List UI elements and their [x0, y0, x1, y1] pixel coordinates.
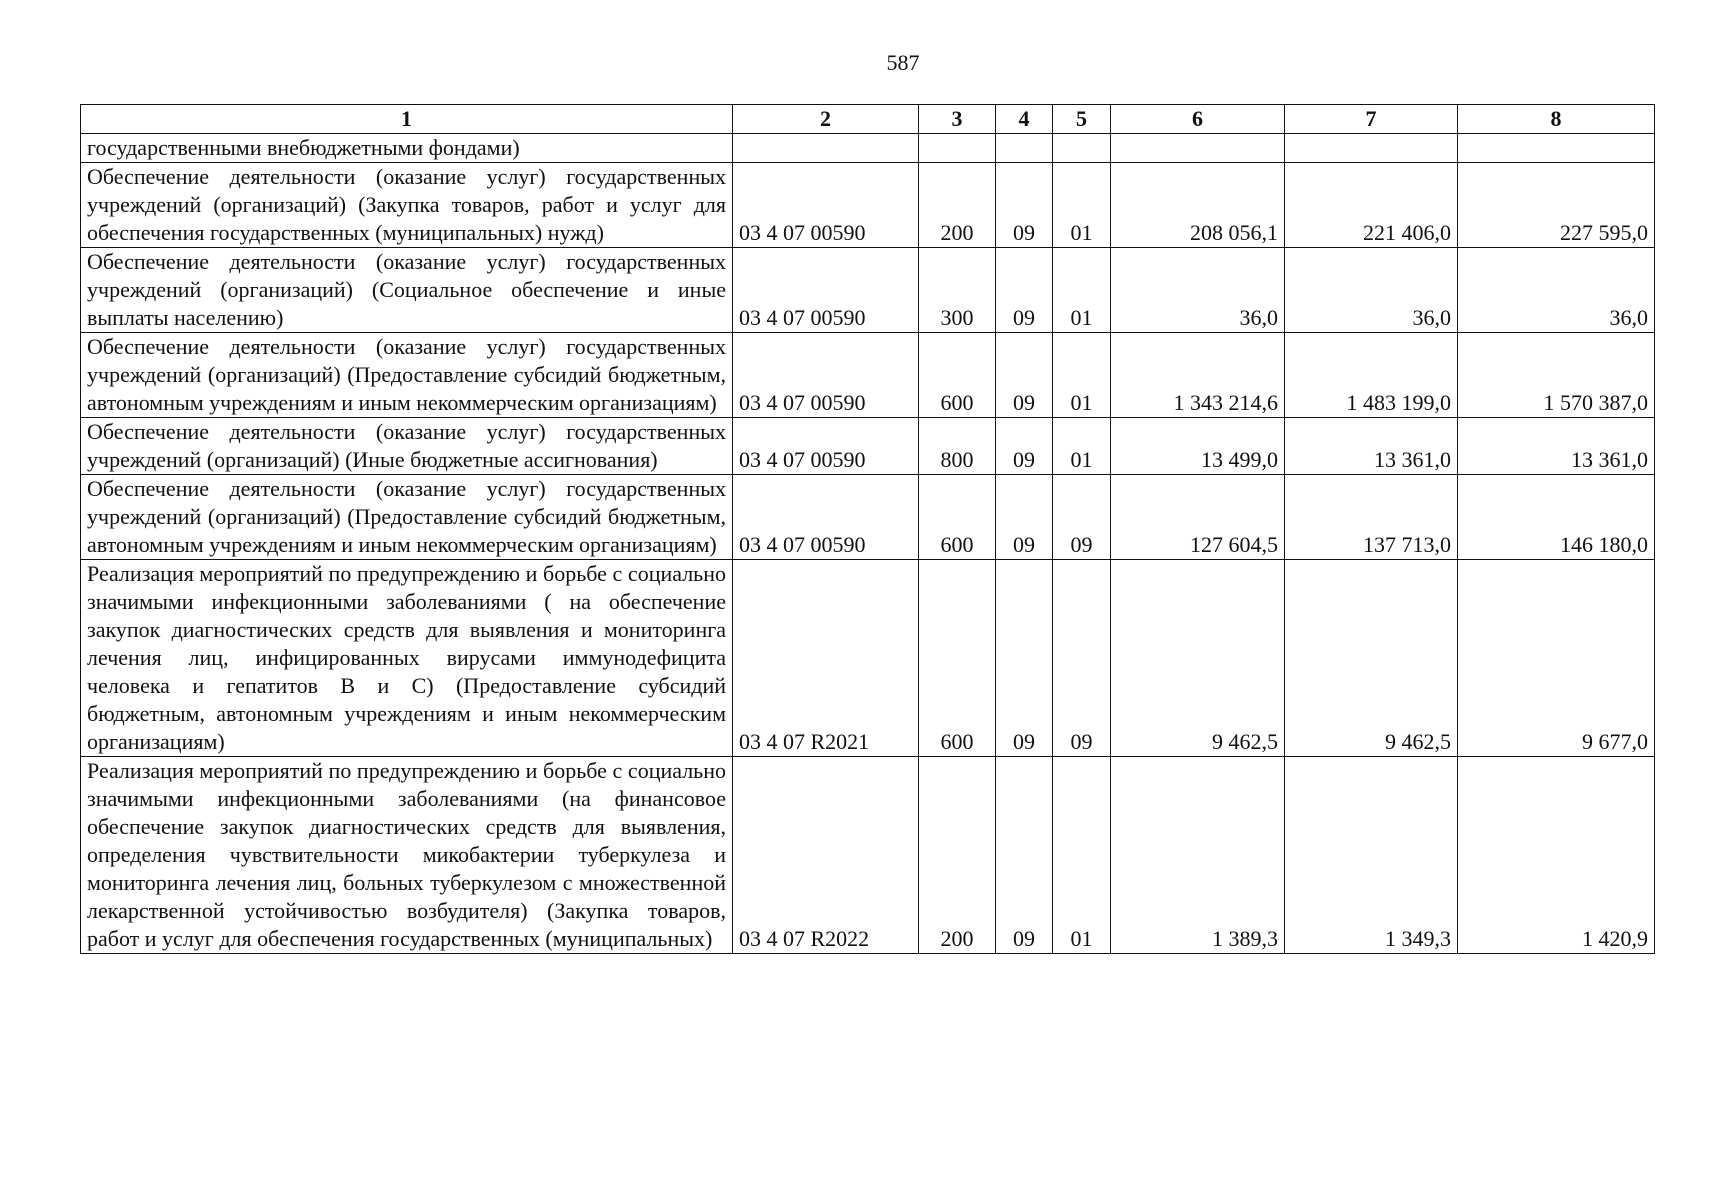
row-subsection	[1053, 134, 1111, 163]
table-row	[81, 475, 1655, 560]
budget-table	[80, 104, 1655, 954]
table-row	[81, 418, 1655, 475]
row-amount-year-3: 146 180,0	[1458, 475, 1655, 560]
row-section: 09	[996, 560, 1053, 757]
table-row	[81, 333, 1655, 418]
row-section	[996, 134, 1053, 163]
row-amount-year-1: 36,0	[1111, 248, 1285, 333]
row-description: Обеспечение деятельности (оказание услуг) государственных учреждений (организаций) (Предоставление субсидий бюджетным, автономным учреждениям и иным некоммерческим организациям)	[81, 333, 733, 418]
row-expense-type: 200	[919, 163, 996, 248]
table-row	[81, 248, 1655, 333]
row-target-article-code: 03 4 07 00590	[733, 248, 919, 333]
table-row	[81, 134, 1655, 163]
column-header: 1	[81, 105, 733, 134]
row-amount-year-1: 208 056,1	[1111, 163, 1285, 248]
column-header: 3	[919, 105, 996, 134]
row-amount-year-2: 13 361,0	[1285, 418, 1458, 475]
row-amount-year-1	[1111, 134, 1285, 163]
row-subsection: 01	[1053, 163, 1111, 248]
row-amount-year-1: 9 462,5	[1111, 560, 1285, 757]
row-amount-year-1: 127 604,5	[1111, 475, 1285, 560]
column-header: 8	[1458, 105, 1655, 134]
column-header: 2	[733, 105, 919, 134]
row-subsection: 01	[1053, 757, 1111, 954]
row-expense-type	[919, 134, 996, 163]
row-expense-type: 600	[919, 475, 996, 560]
row-expense-type: 800	[919, 418, 996, 475]
row-subsection: 01	[1053, 333, 1111, 418]
row-section: 09	[996, 418, 1053, 475]
row-expense-type: 200	[919, 757, 996, 954]
row-target-article-code: 03 4 07 R2022	[733, 757, 919, 954]
column-header: 4	[996, 105, 1053, 134]
row-target-article-code: 03 4 07 00590	[733, 333, 919, 418]
row-expense-type: 600	[919, 560, 996, 757]
row-section: 09	[996, 333, 1053, 418]
row-amount-year-2: 9 462,5	[1285, 560, 1458, 757]
row-target-article-code: 03 4 07 00590	[733, 418, 919, 475]
row-description: Обеспечение деятельности (оказание услуг) государственных учреждений (организаций) (Закупка товаров, работ и услуг для обеспечения государственных (муниципальных) нужд)	[81, 163, 733, 248]
row-amount-year-1: 13 499,0	[1111, 418, 1285, 475]
header-row	[81, 105, 1655, 134]
row-amount-year-2: 1 349,3	[1285, 757, 1458, 954]
row-subsection: 01	[1053, 248, 1111, 333]
row-expense-type: 600	[919, 333, 996, 418]
row-amount-year-2: 221 406,0	[1285, 163, 1458, 248]
row-amount-year-3: 36,0	[1458, 248, 1655, 333]
column-header: 6	[1111, 105, 1285, 134]
row-expense-type: 300	[919, 248, 996, 333]
row-description: Реализация мероприятий по предупреждению и борьбе с социально значимыми инфекционными заболеваниями ( на обеспечение закупок диагностических средств для выявления и мониторинга лечения лиц, инфицированных вирусами иммунодефицита человека и гепатитов B и C) (Предоставление субсидий бюджетным, автономным учреждениям и иным некоммерческим организациям)	[81, 560, 733, 757]
row-amount-year-1: 1 389,3	[1111, 757, 1285, 954]
row-target-article-code: 03 4 07 00590	[733, 163, 919, 248]
table-row	[81, 163, 1655, 248]
column-header: 7	[1285, 105, 1458, 134]
row-section: 09	[996, 475, 1053, 560]
row-amount-year-3: 1 570 387,0	[1458, 333, 1655, 418]
row-description: государственными внебюджетными фондами)	[81, 134, 733, 163]
column-header: 5	[1053, 105, 1111, 134]
row-description: Обеспечение деятельности (оказание услуг) государственных учреждений (организаций) (Иные бюджетные ассигнования)	[81, 418, 733, 475]
row-amount-year-3	[1458, 134, 1655, 163]
row-target-article-code	[733, 134, 919, 163]
page-number: 587	[886, 50, 920, 75]
row-section: 09	[996, 248, 1053, 333]
row-subsection: 01	[1053, 418, 1111, 475]
row-description: Реализация мероприятий по предупреждению и борьбе с социально значимыми инфекционными заболеваниями (на финансовое обеспечение закупок диагностических средств для выявления, определения чувствительности микобактерии туберкулеза и мониторинга лечения лиц, больных туберкулезом с множественной лекарственной устойчивостью возбудителя) (Закупка товаров, работ и услуг для обеспечения государственных (муниципальных)	[81, 757, 733, 954]
row-amount-year-3: 13 361,0	[1458, 418, 1655, 475]
row-amount-year-2: 36,0	[1285, 248, 1458, 333]
row-target-article-code: 03 4 07 00590	[733, 475, 919, 560]
row-amount-year-3: 227 595,0	[1458, 163, 1655, 248]
row-section: 09	[996, 163, 1053, 248]
row-amount-year-2: 1 483 199,0	[1285, 333, 1458, 418]
row-subsection: 09	[1053, 475, 1111, 560]
row-amount-year-3: 1 420,9	[1458, 757, 1655, 954]
row-section: 09	[996, 757, 1053, 954]
table-row	[81, 757, 1655, 954]
table-row	[81, 560, 1655, 757]
row-amount-year-1: 1 343 214,6	[1111, 333, 1285, 418]
row-description: Обеспечение деятельности (оказание услуг) государственных учреждений (организаций) (Предоставление субсидий бюджетным, автономным учреждениям и иным некоммерческим организациям)	[81, 475, 733, 560]
row-target-article-code: 03 4 07 R2021	[733, 560, 919, 757]
row-subsection: 09	[1053, 560, 1111, 757]
row-amount-year-2	[1285, 134, 1458, 163]
row-amount-year-3: 9 677,0	[1458, 560, 1655, 757]
row-amount-year-2: 137 713,0	[1285, 475, 1458, 560]
row-description: Обеспечение деятельности (оказание услуг) государственных учреждений (организаций) (Социальное обеспечение и иные выплаты населению)	[81, 248, 733, 333]
